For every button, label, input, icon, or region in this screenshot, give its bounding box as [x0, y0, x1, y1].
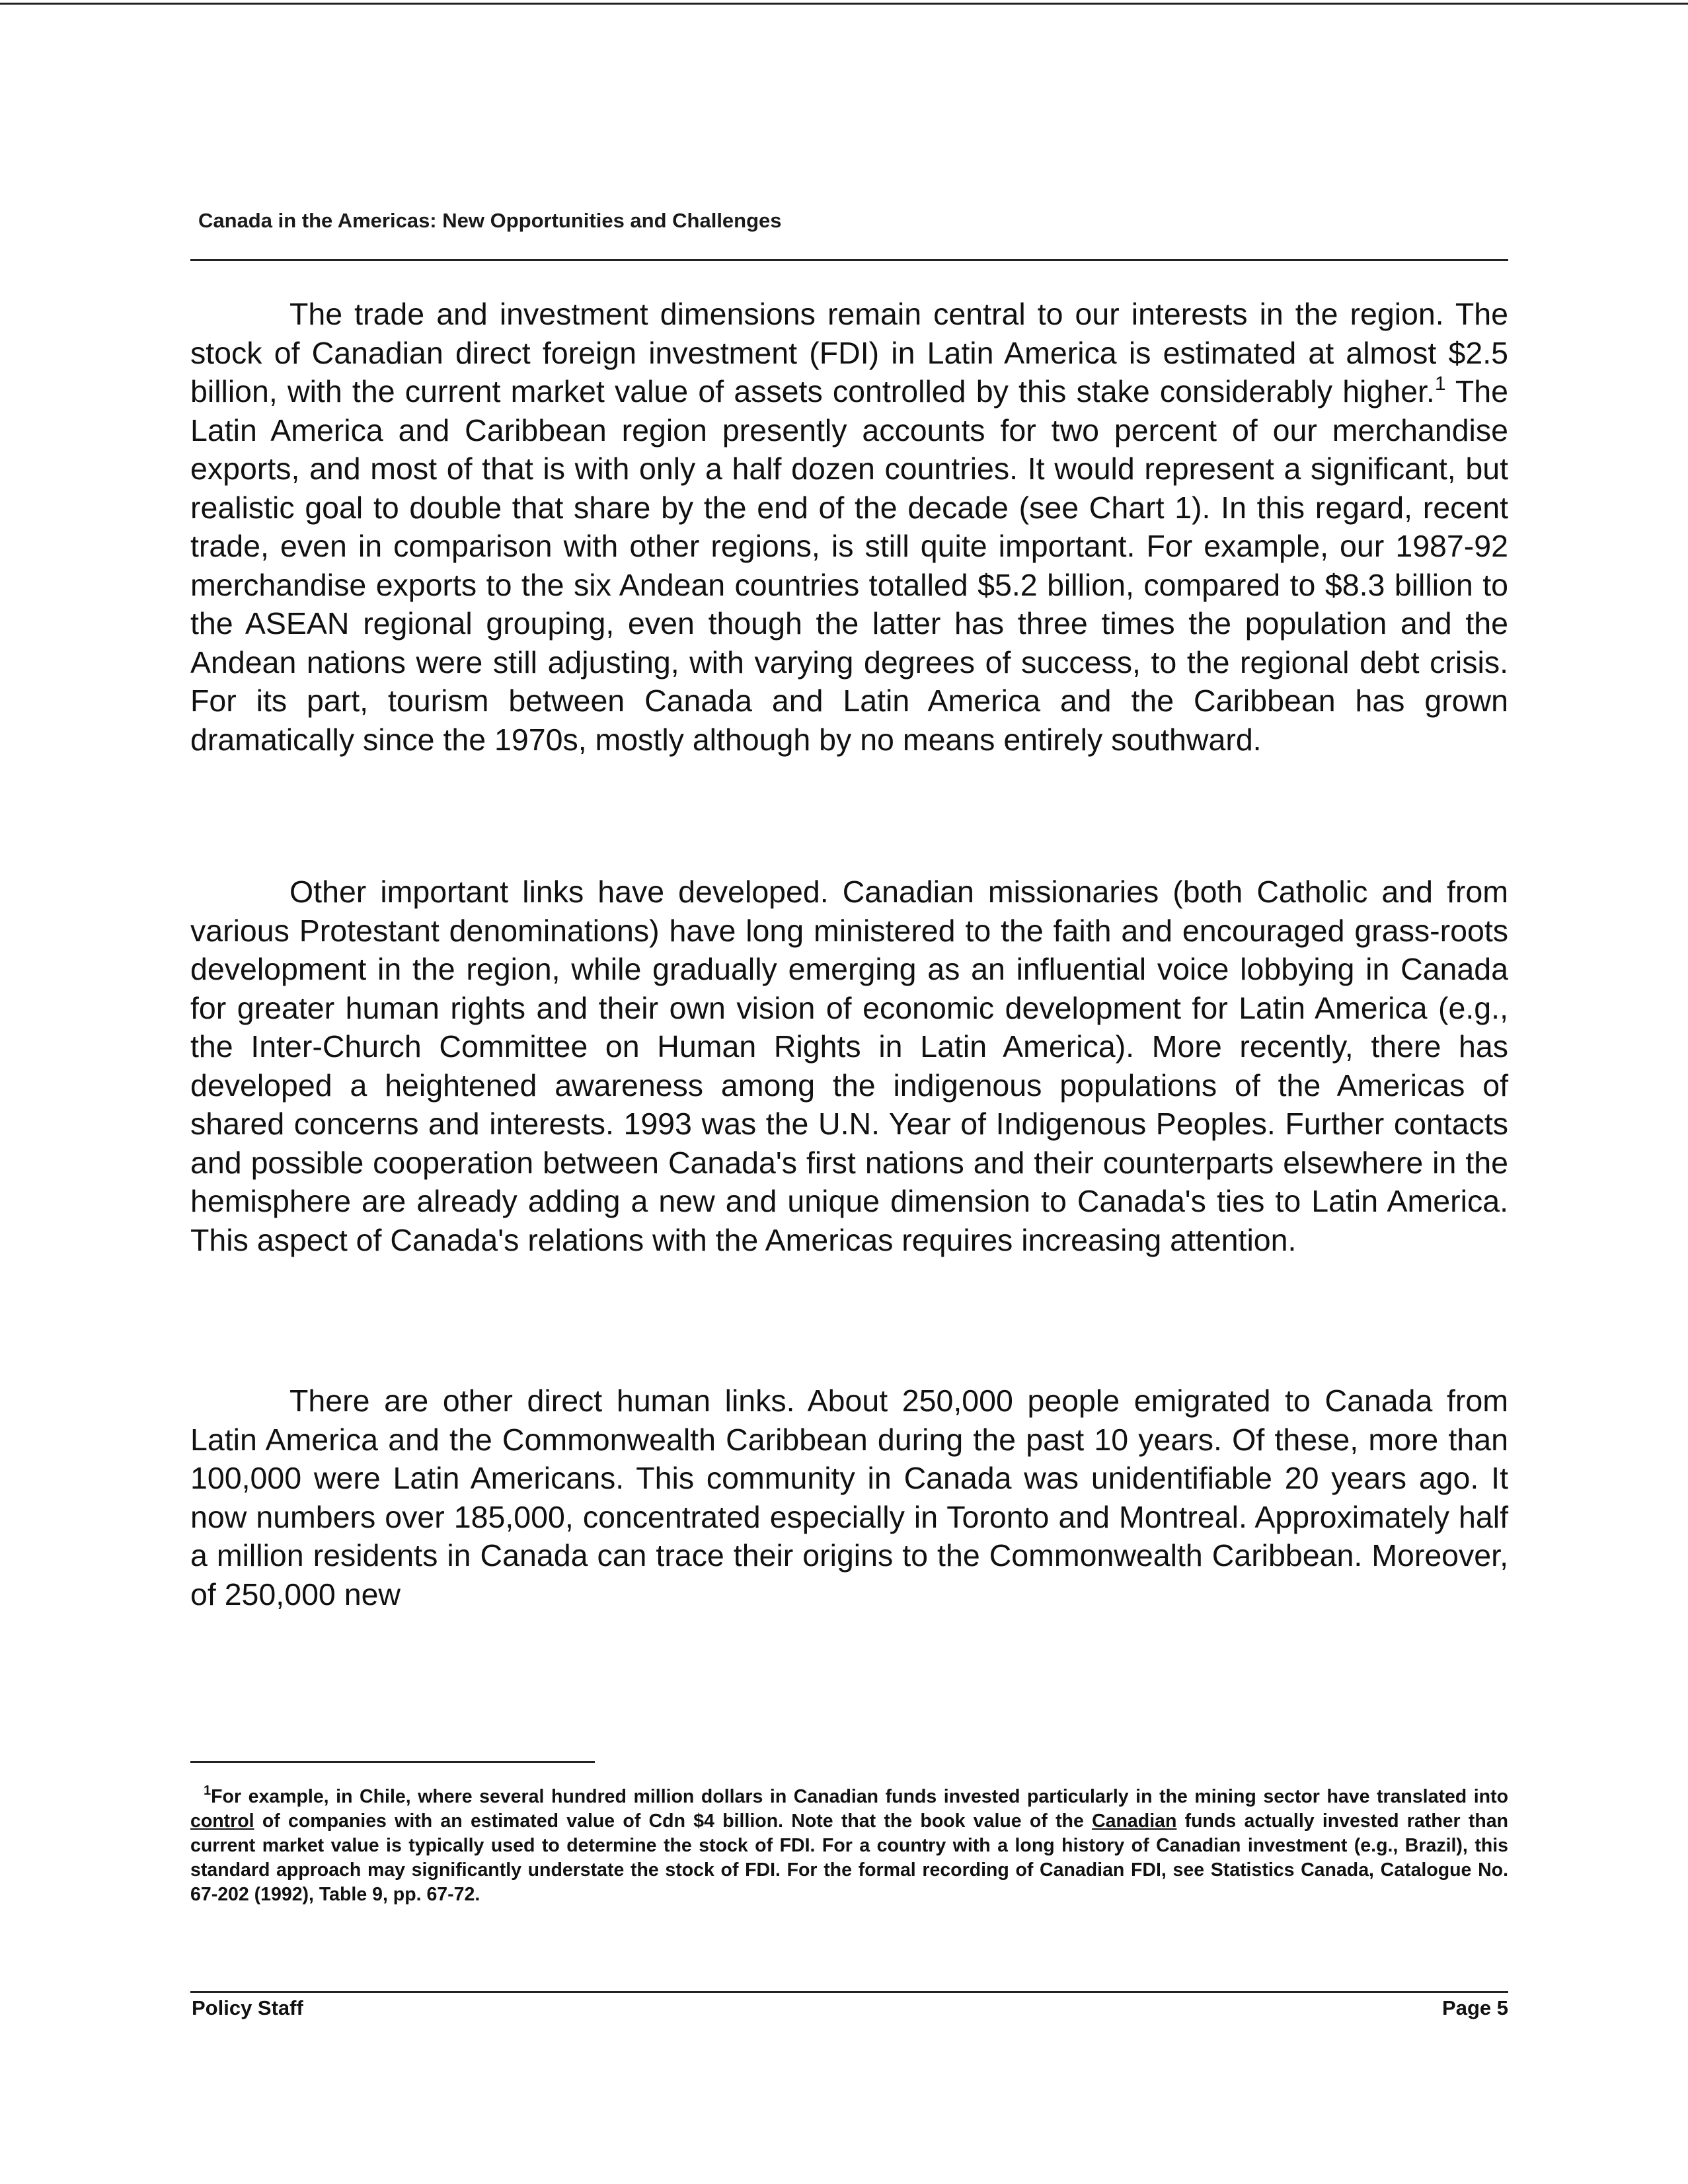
paragraph-3: There are other direct human links. About 250,000 people emigrated to Canada from Latin America and the Commonwealth Caribbean during the past 10 years. Of these, more than 100,000 were Latin Americans. This community in Canada was unidentifiable 20 years ago. It now numbers over 185,000, concentrated especially in Toronto and Montreal. Approximately half a million residents in Canada can trace their origins to the Commonwealth Caribbean. Moreover, of 250,000 new [190, 1384, 1508, 1612]
footnote [190, 1785, 1508, 1907]
footnote-text-a: For example, in Chile, where several hundred million dollars in Canadian funds invested particularly in the mining sector have translated into [211, 1786, 1508, 1807]
header-rule [190, 259, 1508, 261]
footnote-text-c: funds actually invested rather than current market value is typically used to determine the stock of FDI. For a country with a long history of Canadian investment (e.g., Brazil), this standard approach may significantly understate the stock of FDI. For the formal recording of Canadian FDI, see Statistics Canada, Catalogue No. 67-202 (1992), Table 9, pp. 67-72. [190, 1811, 1508, 1905]
paragraph-2: Other important links have developed. Canadian missionaries (both Catholic and from various Protestant denominations) have long ministered to the faith and encouraged grass-roots development in the region, while gradually emerging as an influential voice lobbying in Canada for greater human rights and their own vision of economic development for Latin America (e.g., the Inter-Church Committee on Human Rights in Latin America). More recently, there has developed a heightened awareness among the indigenous populations of the Americas of shared concerns and interests. 1993 was the U.N. Year of Indigenous Peoples. Further contacts and possible cooperation between Canada's first nations and their counterparts elsewhere in the hemisphere are already adding a new and unique dimension to Canada's ties to Latin America. This aspect of Canada's relations with the Americas requires increasing attention. [190, 875, 1508, 1257]
footnote-marker: 1 [204, 1783, 211, 1798]
footnote-reference: 1 [1434, 372, 1446, 395]
paragraph-1-text-a: The trade and investment dimensions remain central to our interests in the region. The stock of Canadian direct foreign investment (FDI) in Latin America is estimated at almost $2.5 billion, with the current market value of assets controlled by this stake considerably higher. [190, 297, 1508, 409]
paragraph-1 [190, 295, 1508, 759]
footer-author: Policy Staff [192, 1996, 303, 2019]
running-header: Canada in the Americas: New Opportunities and Challenges [198, 209, 782, 232]
top-edge-rule [0, 3, 1688, 5]
footnote-text-b: of companies with an estimated value of Cdn $4 billion. Note that the book value of the [254, 1811, 1093, 1832]
footer-rule [190, 1991, 1508, 1993]
footnote-underlined-canadian: Canadian [1092, 1811, 1177, 1832]
page-number: Page 5 [1442, 1996, 1508, 2019]
footnote-underlined-control: control [190, 1811, 254, 1832]
paragraph-1-text-b: The Latin America and Caribbean region presently accounts for two percent of our merchandise exports, and most of that is with only a half dozen countries. It would represent a significant, but realistic goal to double that share by the end of the decade (see Chart 1). In this regard, recent trade, even in comparison with other regions, is still quite important. For example, our 1987-92 merchandise exports to the six Andean countries totalled $5.2 billion, compared to $8.3 billion to the ASEAN regional grouping, even though the latter has three times the population and the Andean nations were still adjusting, with varying degrees of success, to the regional debt crisis. For its part, tourism between Canada and Latin America and the Caribbean has grown dramatically since the 1970s, mostly although by no means entirely southward. [190, 374, 1508, 757]
footnote-rule [190, 1761, 595, 1763]
